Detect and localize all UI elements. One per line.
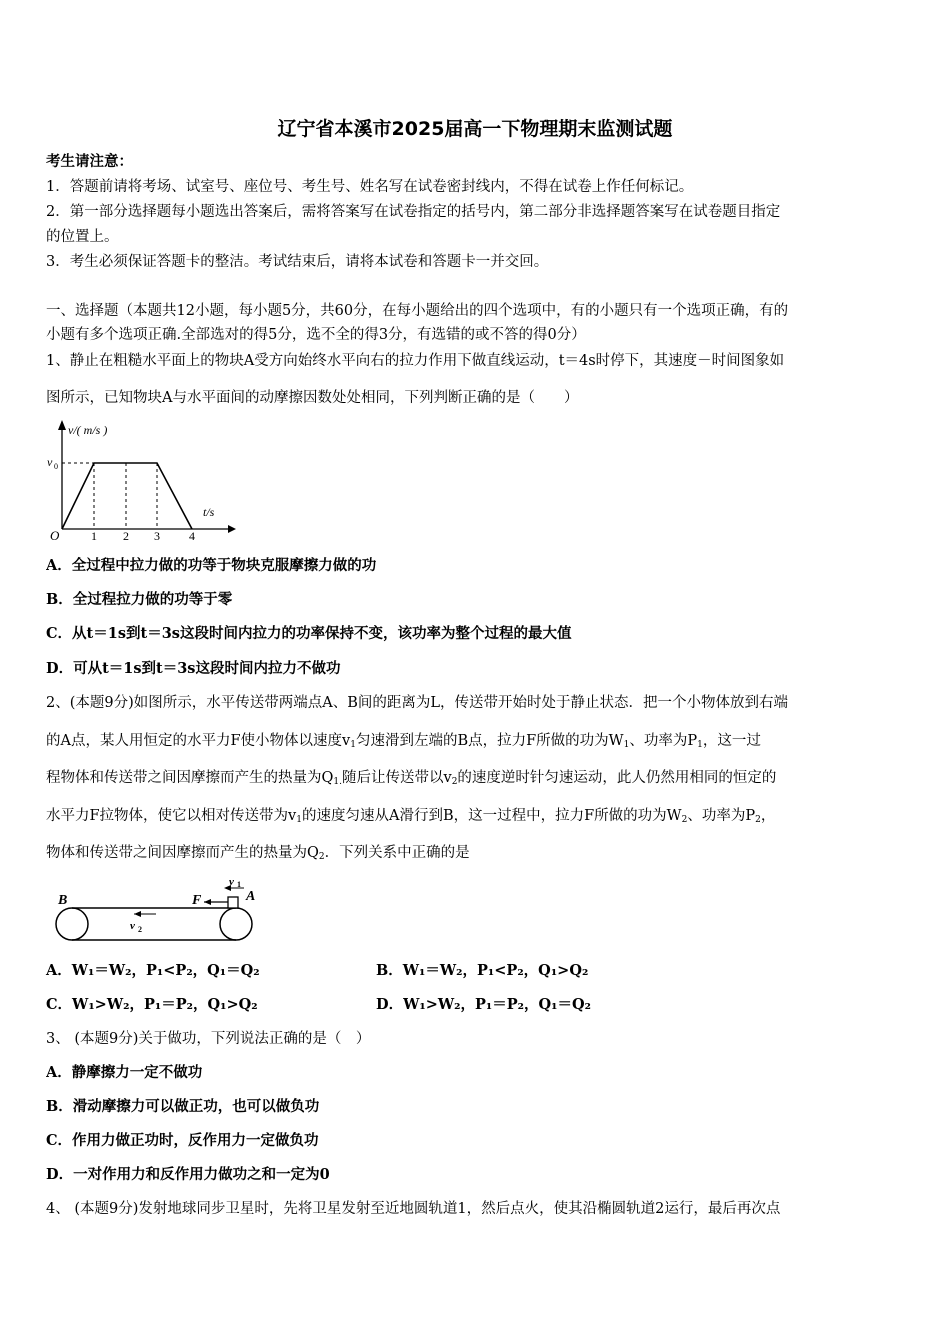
notice-item-2-cont: 的位置上。 <box>46 229 119 245</box>
q1-stem-cont: 图所示，已知物块A与水平面间的动摩擦因数处处相同，下列判断正确的是（ ） <box>46 390 579 406</box>
q3-option-c: C．作用力做正功时，反作用力一定做负功 <box>46 1132 319 1149</box>
fig-label-v1: v <box>229 876 234 888</box>
q3-option-b: B．滑动摩擦力可以做正功，也可以做负功 <box>46 1098 320 1115</box>
q2-option-b: B．W₁＝W₂，P₁<P₂，Q₁>Q₂ <box>376 962 589 979</box>
page-title: 辽宁省本溪市2025届高一下物理期末监测试题 <box>277 118 673 140</box>
q1-option-b: B．全过程拉力做的功等于零 <box>46 591 233 608</box>
graph-tick-3: 3 <box>154 529 160 543</box>
graph-tick-2: 2 <box>123 529 129 543</box>
graph-tick-1: 1 <box>91 529 97 543</box>
section-heading: 一、选择题（本题共12小题，每小题5分，共60分，在每小题给出的四个选项中，有的小题只有一个选项正确，有的 <box>46 303 789 319</box>
notice-heading: 考生请注意： <box>46 153 133 170</box>
q3-stem: 3、 (本题9分)关于做功，下列说法正确的是（ ） <box>46 1031 371 1047</box>
q3-option-a: A．静摩擦力一定不做功 <box>46 1064 203 1081</box>
graph-y-label: v/( m/s ) <box>68 423 108 437</box>
q2-stem-line2: 的A点，某人用恒定的水平力F使小物体以速度$v_1$匀速滑到左端的B点，拉力F所做的功为$W_1$、功率为$P_1$，这一过 <box>46 733 761 750</box>
fig-label-v2-sub: 2 <box>138 925 142 934</box>
q2-option-a: A．W₁＝W₂，P₁<P₂，Q₁＝Q₂ <box>46 962 260 979</box>
notice-item-2: 2．第一部分选择题每小题选出答案后，需将答案写在试卷指定的括号内，第二部分非选择题答案写在试卷题目指定 <box>46 204 781 220</box>
q1-option-c: C．从t＝1s到t＝3s这段时间内拉力的功率保持不变，该功率为整个过程的最大值 <box>46 625 572 642</box>
graph-tick-4: 4 <box>189 529 195 543</box>
fig-label-v1-sub: 1 <box>237 880 241 889</box>
q1-stem: 1、静止在粗糙水平面上的物块A受方向始终水平向右的拉力作用下做直线运动，t＝4s时停下，其速度－时间图象如 <box>46 353 785 369</box>
fig-label-f: F <box>192 893 202 908</box>
q2-stem-line5: 物体和传送带之间因摩擦而产生的热量为$Q_2$．下列关系中正确的是 <box>46 845 470 862</box>
q2-stem-line4: 水平力F拉物体，使它以相对传送带为$v_1$的速度匀速从A滑行到B，这一过程中，拉力F所做的功为$W_2$、功率为$P_2$， <box>46 808 776 825</box>
notice-item-1: 1．答题前请将考场、试室号、座位号、考生号、姓名写在试卷密封线内，不得在试卷上作任何标记。 <box>46 179 694 195</box>
q1-vt-graph <box>46 418 236 543</box>
graph-origin: O <box>50 528 60 543</box>
q2-stem-line1: 2、(本题9分)如图所示，水平传送带两端点A、B间的距离为L，传送带开始时处于静止状态．把一个小物体放到右端 <box>46 695 789 711</box>
q2-conveyor-figure <box>46 874 266 946</box>
fig-label-b: B <box>58 893 68 908</box>
q1-option-d: D．可从t＝1s到t＝3s这段时间内拉力不做功 <box>46 660 341 677</box>
q4-stem: 4、 (本题9分)发射地球同步卫星时，先将卫星发射至近地圆轨道1，然后点火，使其沿椭圆轨道2运行，最后再次点 <box>46 1201 781 1217</box>
notice-item-3: 3．考生必须保证答题卡的整洁。考试结束后，请将本试卷和答题卡一并交回。 <box>46 254 549 270</box>
section-heading-cont: 小题有多个选项正确.全部选对的得5分，选不全的得3分，有选错的或不答的得0分） <box>46 327 586 343</box>
q2-option-c: C．W₁>W₂，P₁＝P₂，Q₁>Q₂ <box>46 996 258 1013</box>
q2-option-d: D．W₁>W₂，P₁＝P₂，Q₁＝Q₂ <box>376 996 591 1013</box>
q3-option-d: D．一对作用力和反作用力做功之和一定为0 <box>46 1166 330 1183</box>
fig-label-v2: v <box>130 920 135 932</box>
fig-label-a: A <box>246 889 256 904</box>
graph-x-label: t/s <box>203 505 215 519</box>
q1-option-a: A．全过程中拉力做的功等于物块克服摩擦力做的功 <box>46 557 377 574</box>
graph-v0-sub: 0 <box>54 462 58 471</box>
graph-v0-label: v <box>47 455 53 469</box>
q2-stem-line3: 程物体和传送带之间因摩擦而产生的热量为$Q_{1.}$随后让传送带以$v_2$的速度逆时针匀速运动，此人仍然用相同的恒定的 <box>46 770 777 787</box>
